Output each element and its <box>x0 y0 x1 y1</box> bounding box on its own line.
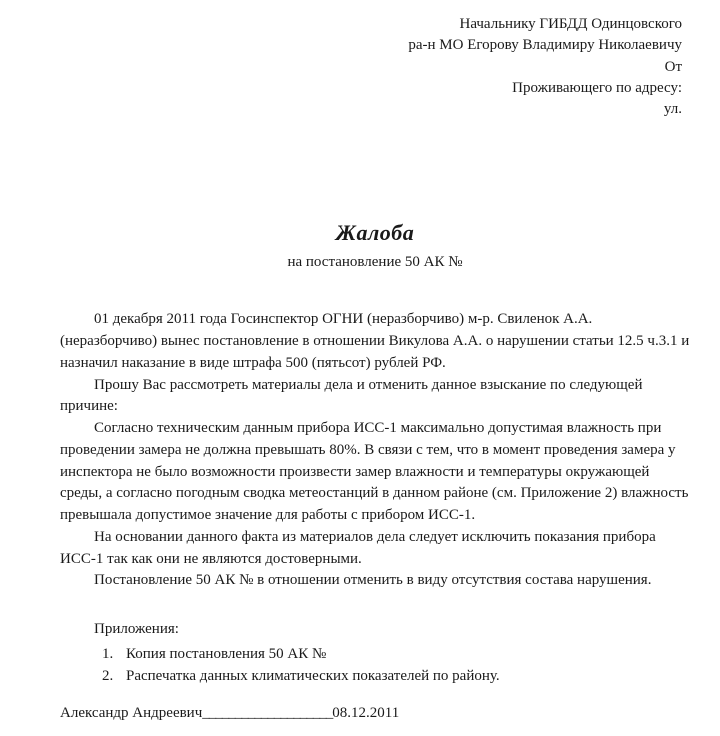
list-item-label: Распечатка данных климатических показателей по району. <box>126 668 500 685</box>
list-item <box>102 643 690 666</box>
list-item-number: 1. <box>102 645 114 662</box>
body-paragraph: Постановление 50 АК № в отношении отменить в виду отсутствия состава нарушения. <box>94 572 652 589</box>
body-paragraph: 01 декабря 2011 года Госинспектор ОГНИ (неразборчиво) м-р. Свиленок А.А. (неразборчиво) вынес постановление в отношении Викулова А.А. о нарушении статьи 12.5 ч.3.1 и назначил наказание в виде штрафа 500 (пятьсот) рублей РФ. <box>60 311 690 371</box>
signature-name: Александр Андреевич <box>60 705 203 721</box>
body-paragraph: На основании данного факта из материалов дела следует исключить показания прибора ИСС-1 так как они не являются достоверными. <box>60 528 656 567</box>
signature-line: ____________________ <box>202 705 333 721</box>
list-item <box>102 665 690 688</box>
addressee-line-3: От <box>664 58 682 75</box>
addressee-line-5: ул. <box>663 101 682 118</box>
title-block <box>60 220 690 271</box>
addressee-line-1: Начальнику ГИБДД Одинцовского <box>459 16 682 32</box>
signature-date: 08.12.2011 <box>332 705 400 721</box>
attachments-block <box>60 618 690 688</box>
list-item-label: Копия постановления 50 АК № <box>126 645 327 662</box>
addressee-line-2: ра-н МО Егорову Владимиру Николаевичу <box>408 37 682 54</box>
document-body <box>60 309 690 592</box>
body-paragraph: Согласно техническим данным прибора ИСС-1 максимально допустимая влажность при проведении замера не должна превышать 80%. В связи с тем, что в момент проведения замера у инспектора не было возможности произвести замер влажности и температуры окружающей среды, а согласно погодным сводка метеостанций в данном районе (см. Приложение 2) влажность превышала допустимое значение для работы с прибором ИСС-1. <box>60 420 689 524</box>
addressee-line-4: Проживающего по адресу: <box>512 79 682 96</box>
attachments-list <box>60 643 690 688</box>
list-item-number: 2. <box>102 668 114 685</box>
page-subtitle: на постановление 50 АК № <box>287 254 463 271</box>
attachments-title: Приложения: <box>94 621 179 638</box>
signature-block <box>60 705 399 722</box>
page-title: Жалоба <box>335 220 415 246</box>
body-paragraph: Прошу Вас рассмотреть материалы дела и отменить данное взыскание по следующей причине: <box>60 376 643 415</box>
addressee-block <box>60 14 690 120</box>
